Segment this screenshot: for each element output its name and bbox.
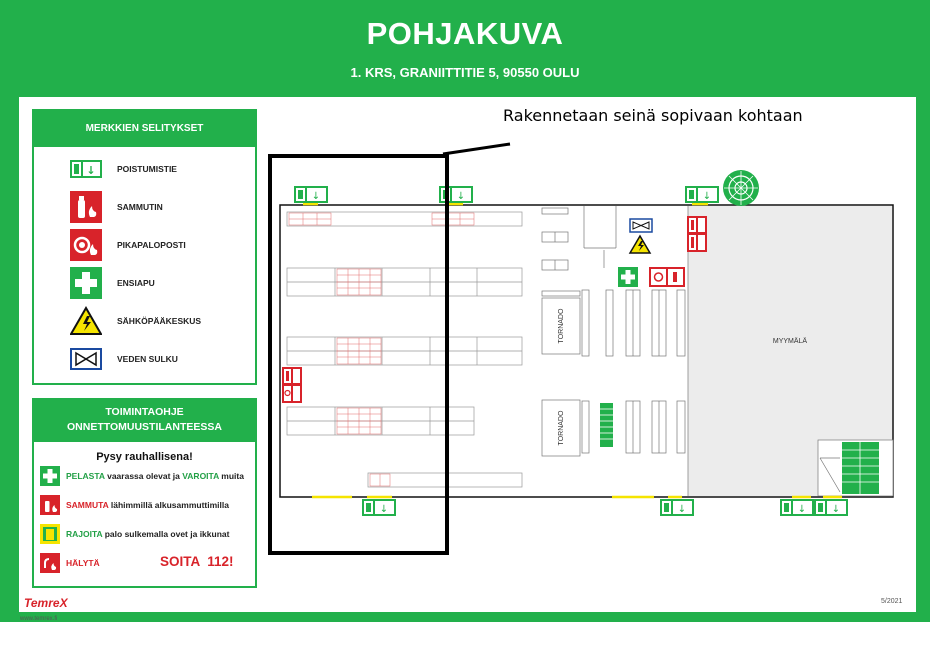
alarm-keyword: HÄLYTÄ — [66, 558, 100, 568]
legend-label-exit: POISTUMISTIE — [117, 164, 177, 174]
instructions-title-line2: ONNETTOMUUSTILANTEESSA — [67, 421, 222, 433]
store-label: MYYMÄLÄ — [772, 338, 808, 345]
call-112-text: SOITA 112! — [160, 554, 234, 569]
staircase-right — [818, 440, 893, 496]
legend-label-electric: SÄHKÖPÄÄKESKUS — [117, 316, 202, 326]
limit-text: palo sulkemalla ovet ja ikkunat — [102, 529, 230, 539]
wall-annotation: Rakennetaan seinä sopivaan kohtaan — [503, 106, 803, 125]
svg-text:↓: ↓ — [797, 504, 807, 515]
legend-label-first-aid: ENSIAPU — [117, 278, 155, 288]
assembly-point-icon — [723, 170, 759, 206]
legend-label-valve: VEDEN SULKU — [117, 354, 178, 364]
svg-text:↓: ↓ — [86, 164, 96, 177]
legend-label-extinguisher: SAMMUTIN — [117, 202, 163, 212]
extinguish-keyword: SAMMUTA — [66, 500, 109, 510]
legend-label-hose: PIKAPALOPOSTI — [117, 240, 186, 250]
staircase-left — [600, 403, 613, 447]
stay-calm-text: Pysy rauhallisena! — [96, 451, 193, 463]
warn-keyword: VAROITA — [182, 471, 219, 481]
svg-text:↓: ↓ — [677, 504, 687, 515]
svg-text:↓: ↓ — [379, 504, 389, 515]
page-title: POHJAKUVA — [366, 16, 564, 51]
brand-logo — [24, 596, 68, 610]
svg-text:↓: ↓ — [456, 191, 466, 202]
limit-keyword: RAJOITA — [66, 529, 103, 539]
legend-title: MERKKIEN SELITYKSET — [34, 111, 255, 147]
brand-logo-text: TemreX — [24, 596, 68, 610]
rescue-keyword: PELASTA — [66, 471, 105, 481]
svg-text:↓: ↓ — [831, 504, 841, 515]
revision-date: 5/2021 — [881, 598, 903, 605]
extinguish-text: lähimmillä alkusammuttimilla — [108, 500, 229, 510]
tornado-label-1: TORNADO — [558, 308, 565, 344]
annotation-leader-line — [443, 144, 510, 154]
rescue-text-1: vaarassa olevat ja — [104, 471, 183, 481]
rescue-text-2: muita — [218, 471, 244, 481]
instructions-title-line1: TOIMINTAOHJE — [105, 406, 184, 418]
svg-text:↓: ↓ — [311, 191, 321, 202]
svg-text:↓: ↓ — [702, 191, 712, 202]
address-subtitle: 1. KRS, GRANIITTITIE 5, 90550 OULU — [350, 65, 580, 80]
tornado-label-2: TORNADO — [558, 410, 565, 446]
website-text: www.temrex.fi — [20, 616, 58, 622]
